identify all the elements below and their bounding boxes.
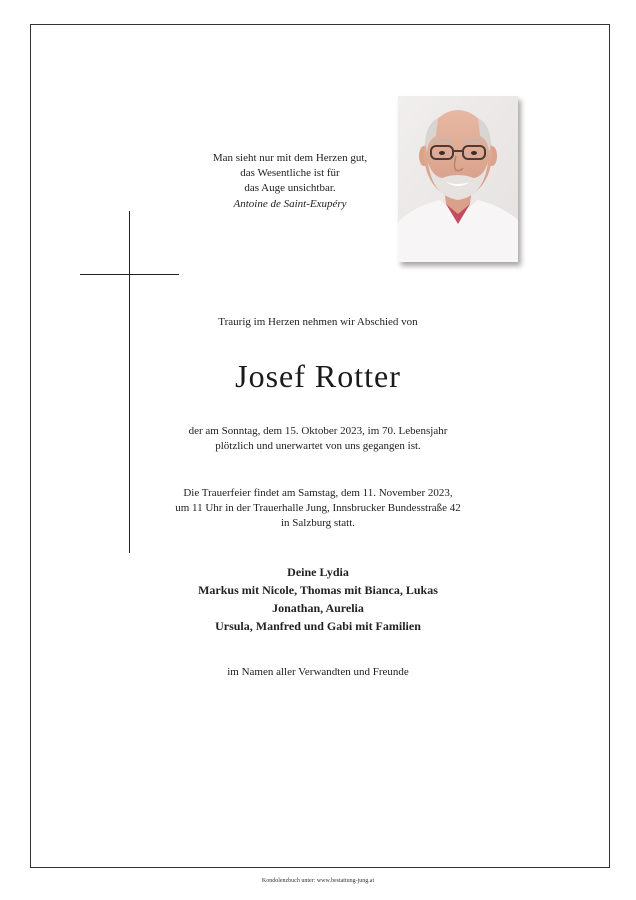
death-notice — [0, 424, 636, 454]
cross-horizontal-bar — [80, 274, 179, 275]
family-line: Jonathan, Aurelia — [272, 601, 364, 615]
closing-line: im Namen aller Verwandten und Freunde — [227, 666, 409, 678]
family-line: Markus mit Nicole, Thomas mit Bianca, Lukas — [198, 583, 438, 597]
death-line: der am Sonntag, dem 15. Oktober 2023, im 70. Lebensjahr — [188, 425, 448, 437]
family-line: Deine Lydia — [287, 565, 349, 579]
condolence-link[interactable]: Kondolenzbuch unter: www.bestattung-jung.at — [261, 878, 375, 884]
portrait-photo — [398, 96, 518, 262]
ceremony-notice — [0, 486, 636, 531]
family-line: Ursula, Manfred und Gabi mit Familien — [215, 619, 421, 633]
family-list — [0, 563, 636, 635]
quote-block — [170, 151, 410, 212]
deceased-name: Josef Rotter — [235, 358, 401, 394]
farewell-intro: Traurig im Herzen nehmen wir Abschied von — [218, 316, 418, 328]
quote-line: das Auge unsichtbar. — [244, 182, 336, 194]
ceremony-line: in Salzburg statt. — [280, 517, 356, 529]
death-line: plötzlich und unerwartet von uns gegangen ist. — [215, 440, 421, 452]
ceremony-line: um 11 Uhr in der Trauerhalle Jung, Innsbrucker Bundesstraße 42 — [175, 502, 461, 514]
quote-line: Man sieht nur mit dem Herzen gut, — [212, 152, 368, 164]
ceremony-line: Die Trauerfeier findet am Samstag, dem 11. November 2023, — [183, 487, 453, 499]
quote-line: das Wesentliche ist für — [240, 167, 340, 179]
quote-author: Antoine de Saint-Exupéry — [233, 198, 347, 210]
